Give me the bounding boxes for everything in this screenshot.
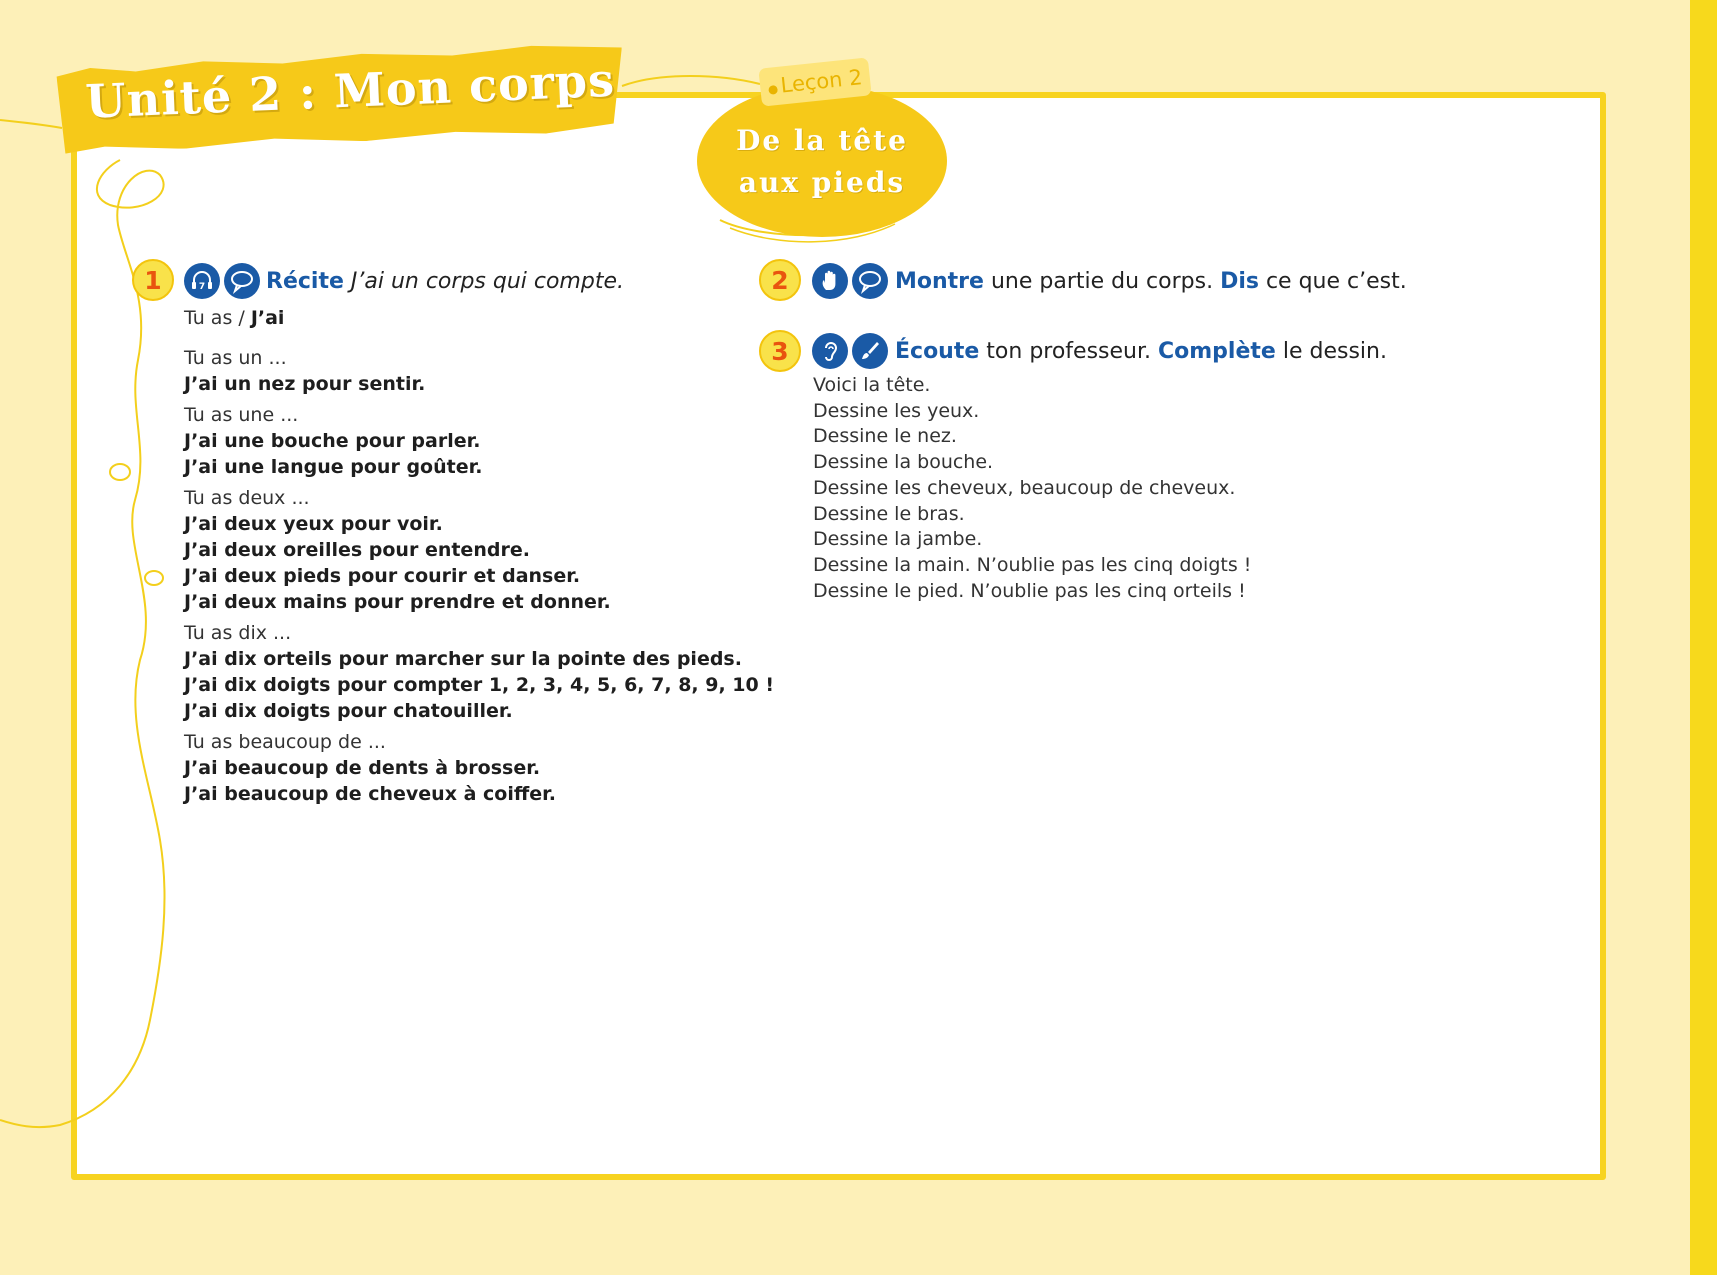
list-item: Dessine les yeux. [813, 399, 980, 422]
exercise-2-verb-say: Dis [1220, 269, 1259, 294]
exercise-1-poem-title: J’ai un corps qui compte. [350, 269, 624, 294]
exercise-1-instruction [266, 267, 624, 297]
lesson-title [697, 120, 947, 204]
list-item: Dessine le pied. N’oublie pas les cinq orteils ! [813, 579, 1246, 602]
poem-answer: J’ai dix doigts pour compter 1, 2, 3, 4, 5, 6, 7, 8, 9, 10 ! [184, 674, 775, 696]
exercise-3-number-badge [759, 330, 801, 372]
right-edge-strip [1690, 0, 1717, 1275]
poem-intro: Tu as / J’ai [184, 307, 285, 329]
hand-icon [812, 263, 848, 299]
speech-bubble-icon [852, 263, 888, 299]
exercise-3-verb-listen: Écoute [895, 339, 980, 364]
exercise-2-instruction: Montre une partie du corps. Dis ce que c’est. [895, 269, 1407, 294]
lesson-label: Leçon 2 [779, 65, 864, 98]
bullet-dot-icon [768, 85, 778, 95]
poem-answer: J’ai dix orteils pour marcher sur la pointe des pieds. [184, 648, 742, 670]
poem-answer: J’ai dix doigts pour chatouiller. [184, 700, 513, 722]
unit-title: Unité 2 : Mon corps [84, 52, 616, 129]
exercise-1-poem [184, 305, 775, 807]
exercise-3-instruction: Écoute ton professeur. Complète le dessin. [895, 339, 1387, 364]
poem-prompt: Tu as dix ... [184, 622, 292, 644]
poem-answer: J’ai deux mains pour prendre et donner. [184, 591, 611, 613]
list-item: Dessine la main. N’oublie pas les cinq doigts ! [813, 553, 1252, 576]
exercise-3-dictation-list [813, 373, 1413, 604]
paintbrush-icon [852, 333, 888, 369]
exercise-2-verb-show: Montre [895, 269, 984, 294]
exercise-3-number: 3 [771, 336, 789, 366]
list-item: Dessine la bouche. [813, 451, 994, 474]
exercise-1-number: 1 [144, 265, 162, 295]
audio-track-7-icon[interactable] [184, 263, 220, 299]
list-item: Dessine le bras. [813, 502, 965, 525]
poem-answer: J’ai beaucoup de dents à brosser. [184, 757, 541, 779]
poem-prompt: Tu as un ... [184, 347, 287, 369]
poem-answer: J’ai deux yeux pour voir. [184, 513, 443, 535]
list-item: Dessine les cheveux, beaucoup de cheveux. [813, 476, 1236, 499]
lesson-title-line2: aux pieds [738, 166, 906, 199]
poem-answer: J’ai une bouche pour parler. [184, 430, 481, 452]
speech-bubble-icon [224, 263, 260, 299]
poem-prompt: Tu as beaucoup de ... [184, 731, 386, 753]
audio-track-number: 7 [198, 282, 206, 292]
exercise-3-verb-complete: Complète [1158, 339, 1276, 364]
ear-icon [812, 333, 848, 369]
exercise-2-number: 2 [771, 265, 789, 295]
list-item: Dessine la jambe. [813, 528, 983, 551]
exercise-1-number-badge [132, 259, 174, 301]
poem-prompt: Tu as deux ... [184, 487, 310, 509]
exercise-2-number-badge [759, 259, 801, 301]
poem-answer: J’ai deux pieds pour courir et danser. [184, 565, 581, 587]
poem-answer: J’ai un nez pour sentir. [184, 373, 426, 395]
poem-answer: J’ai deux oreilles pour entendre. [184, 539, 530, 561]
list-item: Dessine le nez. [813, 425, 957, 448]
list-item: Voici la tête. [813, 374, 931, 396]
lesson-title-line1: De la tête [736, 124, 908, 157]
poem-prompt: Tu as une ... [184, 404, 299, 426]
exercise-1-verb: Récite [266, 269, 344, 294]
poem-answer: J’ai beaucoup de cheveux à coiffer. [184, 783, 556, 805]
poem-answer: J’ai une langue pour goûter. [184, 456, 483, 478]
